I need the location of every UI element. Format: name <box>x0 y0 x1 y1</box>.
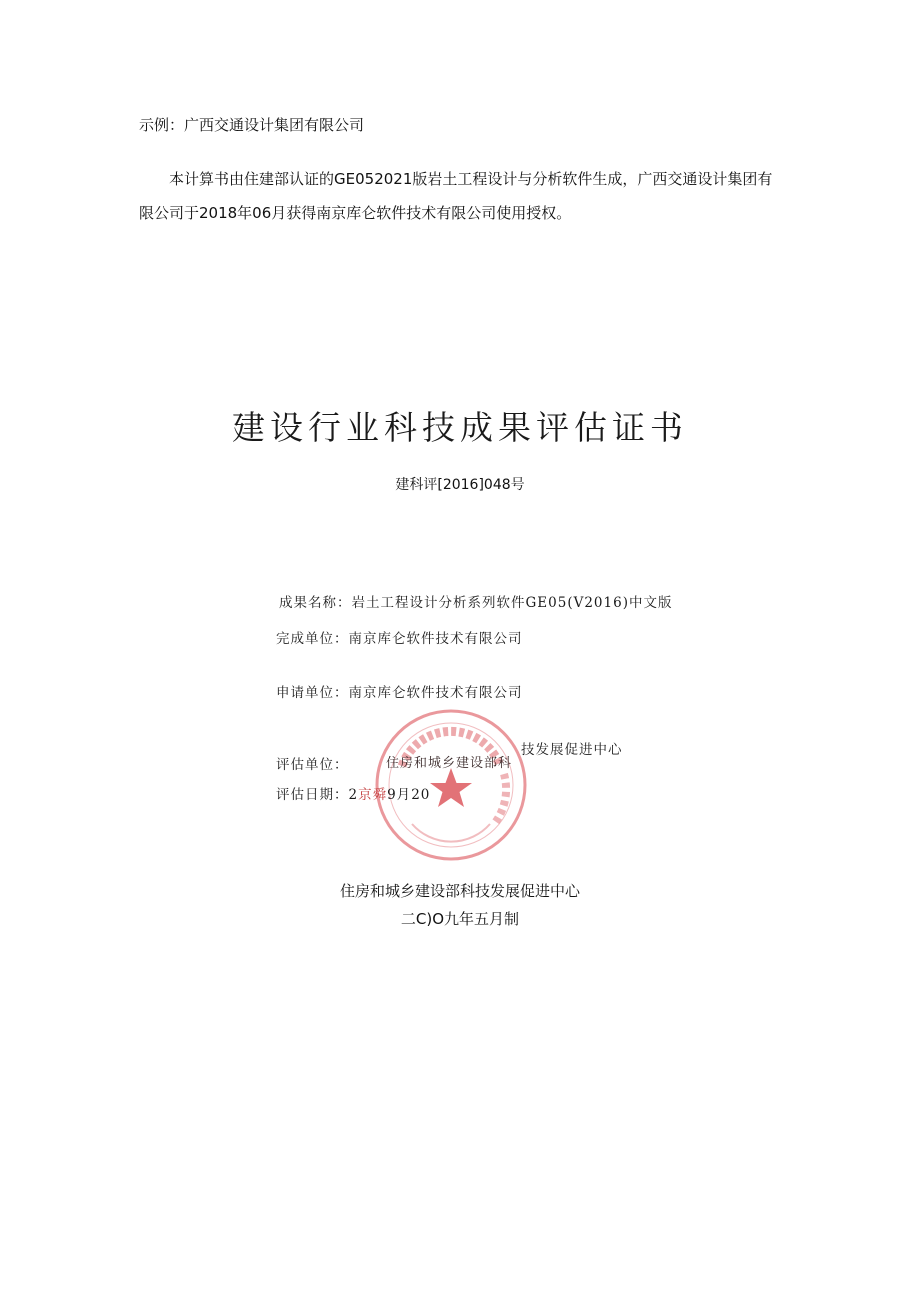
field-result-name <box>279 591 672 611</box>
seal-bottom-arc <box>412 824 490 842</box>
field-evaluation-date-label: 评估日期： <box>276 787 349 803</box>
field-applicant-unit <box>276 681 523 701</box>
field-evaluation-date-d: 20 <box>411 787 431 803</box>
certificate-title: 建设行业科技成果评估证书 <box>232 408 688 447</box>
field-evaluation-date-a: 2 <box>348 787 359 803</box>
field-completion-unit-value: 南京库仑软件技术有限公司 <box>348 631 523 647</box>
example-line <box>139 114 364 135</box>
field-evaluation-date-b: 京舜 <box>358 787 388 803</box>
footer-date: 二C)O九年五月制 <box>400 910 520 928</box>
field-completion-unit <box>276 627 523 647</box>
field-completion-unit-label: 完成单位： <box>276 631 349 647</box>
seal-star <box>430 768 472 807</box>
footer-organization: 住房和城乡建设部科技发展促进中心 <box>339 882 580 900</box>
authorization-statement: 本计算书由住建部认证的GE052021版岩土工程设计与分析软件生成，广西交通设计集团有限公司于2018年06月获得南京库仑软件技术有限公司使用授权。 <box>139 170 773 222</box>
field-applicant-unit-value: 南京库仑软件技术有限公司 <box>348 685 523 701</box>
certificate-number: 建科评[2016]048号 <box>395 477 525 493</box>
field-result-name-label: 成果名称： <box>279 595 352 611</box>
example-company: 广西交通设计集团有限公司 <box>184 116 365 134</box>
field-evaluation-unit-label: 评估单位： <box>276 757 349 773</box>
field-applicant-unit-label: 申请单位： <box>276 685 349 701</box>
field-result-name-value: 岩土工程设计分析系列软件GE05(V2016)中文版 <box>351 595 673 611</box>
field-evaluation-unit-value-cont: 技发展促进中心 <box>521 742 623 758</box>
field-evaluation-date-c: 9月 <box>387 787 412 803</box>
example-label: 示例： <box>139 116 185 134</box>
field-evaluation-unit-value: 住房和城乡建设部科 <box>386 756 513 771</box>
field-evaluation-date <box>276 783 430 803</box>
